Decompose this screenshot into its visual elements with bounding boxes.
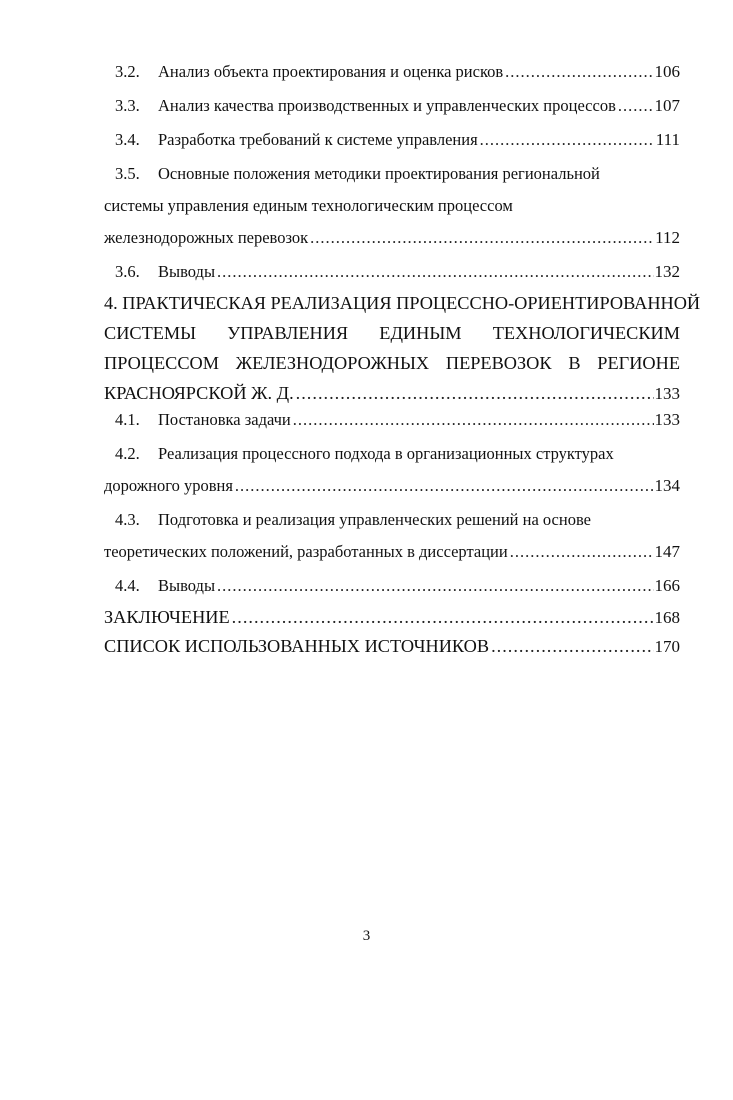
dot-leader — [296, 382, 654, 404]
dot-leader — [217, 262, 653, 282]
toc-entry-conclusion — [104, 606, 680, 629]
toc-page-number: 170 — [654, 637, 680, 656]
page-number: 3 — [362, 928, 371, 944]
toc-entry-title-line-2: дорожного уровня — [104, 476, 233, 495]
toc-page-number: 166 — [654, 576, 680, 595]
toc-page-number: 133 — [654, 384, 680, 403]
toc-entry-4-3 — [104, 510, 680, 562]
toc-entry-title: Анализ объекта проектирования и оценка рисков — [158, 62, 504, 81]
toc-page-number: 107 — [654, 96, 680, 115]
toc-entry-3-2 — [104, 62, 680, 82]
toc-entry-number: 4.3. — [115, 510, 140, 529]
toc-page-number: 133 — [654, 410, 680, 429]
dot-leader — [310, 228, 654, 248]
toc-entry-number: 3.2. — [115, 62, 140, 81]
toc-entry-number: 3.3. — [115, 96, 140, 115]
toc-entry-title-line-1: Реализация процессного подхода в организационных структурах — [158, 444, 614, 463]
toc-entry-title-line-2: системы управления единым технологическим процессом — [104, 196, 513, 215]
dot-leader — [618, 96, 654, 116]
toc-entry-title: Анализ качества производственных и управленческих процессов — [158, 96, 616, 115]
toc-page-number: 106 — [654, 62, 680, 81]
toc-entry-title: СПИСОК ИСПОЛЬЗОВАННЫХ ИСТОЧНИКОВ — [104, 636, 490, 656]
toc-entry-4-1 — [104, 410, 680, 430]
toc-entry-title: ЗАКЛЮЧЕНИЕ — [104, 607, 230, 627]
toc-entry-3-5 — [104, 164, 680, 248]
chapter-title-line-2: СИСТЕМЫ УПРАВЛЕНИЯ ЕДИНЫМ ТЕХНОЛОГИЧЕСКИМ — [104, 323, 680, 343]
toc-entry-references — [104, 635, 680, 658]
dot-leader — [235, 476, 654, 496]
toc-entry-number: 3.5. — [115, 164, 140, 183]
dot-leader — [480, 130, 655, 150]
toc-entry-number: 3.4. — [115, 130, 140, 149]
toc-entry-number: 4.2. — [115, 444, 140, 463]
chapter-title-line-1: 4. ПРАКТИЧЕСКАЯ РЕАЛИЗАЦИЯ ПРОЦЕССНО-ОРИЕНТИРОВАННОЙ — [104, 293, 701, 313]
toc-entry-title: Выводы — [158, 576, 216, 595]
toc-entry-number: 4.1. — [115, 410, 140, 429]
dot-leader — [510, 542, 654, 562]
dot-leader — [217, 576, 653, 596]
toc-entry-3-6 — [104, 262, 680, 282]
toc-page-number: 112 — [655, 228, 680, 247]
toc-entry-title-line-1: Основные положения методики проектирования региональной — [158, 164, 600, 183]
table-of-contents — [104, 62, 701, 658]
chapter-title-line-4: КРАСНОЯРСКОЙ Ж. Д. — [104, 383, 294, 403]
dot-leader — [232, 606, 654, 628]
dot-leader — [491, 635, 653, 657]
toc-entry-title: Выводы — [158, 262, 216, 281]
toc-entry-title: Разработка требований к системе управления — [158, 130, 478, 149]
toc-entry-3-3 — [104, 96, 680, 116]
toc-entry-title: Постановка задачи — [158, 410, 291, 429]
toc-entry-4-4 — [104, 576, 680, 596]
toc-page-number: 134 — [654, 476, 680, 495]
toc-entry-title-line-3: железнодорожных перевозок — [104, 228, 309, 247]
toc-entry-title-line-2: теоретических положений, разработанных в диссертации — [104, 542, 508, 561]
toc-entry-number: 4.4. — [115, 576, 140, 595]
toc-entry-4-2 — [104, 444, 680, 496]
dot-leader — [505, 62, 653, 82]
toc-chapter-4 — [104, 292, 701, 405]
toc-page-number: 132 — [654, 262, 680, 281]
dot-leader — [293, 410, 654, 430]
toc-entry-number: 3.6. — [115, 262, 140, 281]
chapter-title-line-3: ПРОЦЕССОМ ЖЕЛЕЗНОДОРОЖНЫХ ПЕРЕВОЗОК В РЕГИОНЕ — [104, 353, 680, 373]
toc-page-number: 147 — [654, 542, 680, 561]
toc-entry-3-4 — [104, 130, 680, 150]
toc-entry-title-line-1: Подготовка и реализация управленческих решений на основе — [158, 510, 591, 529]
toc-page-number: 168 — [654, 608, 680, 627]
toc-page-number: 111 — [655, 130, 680, 149]
